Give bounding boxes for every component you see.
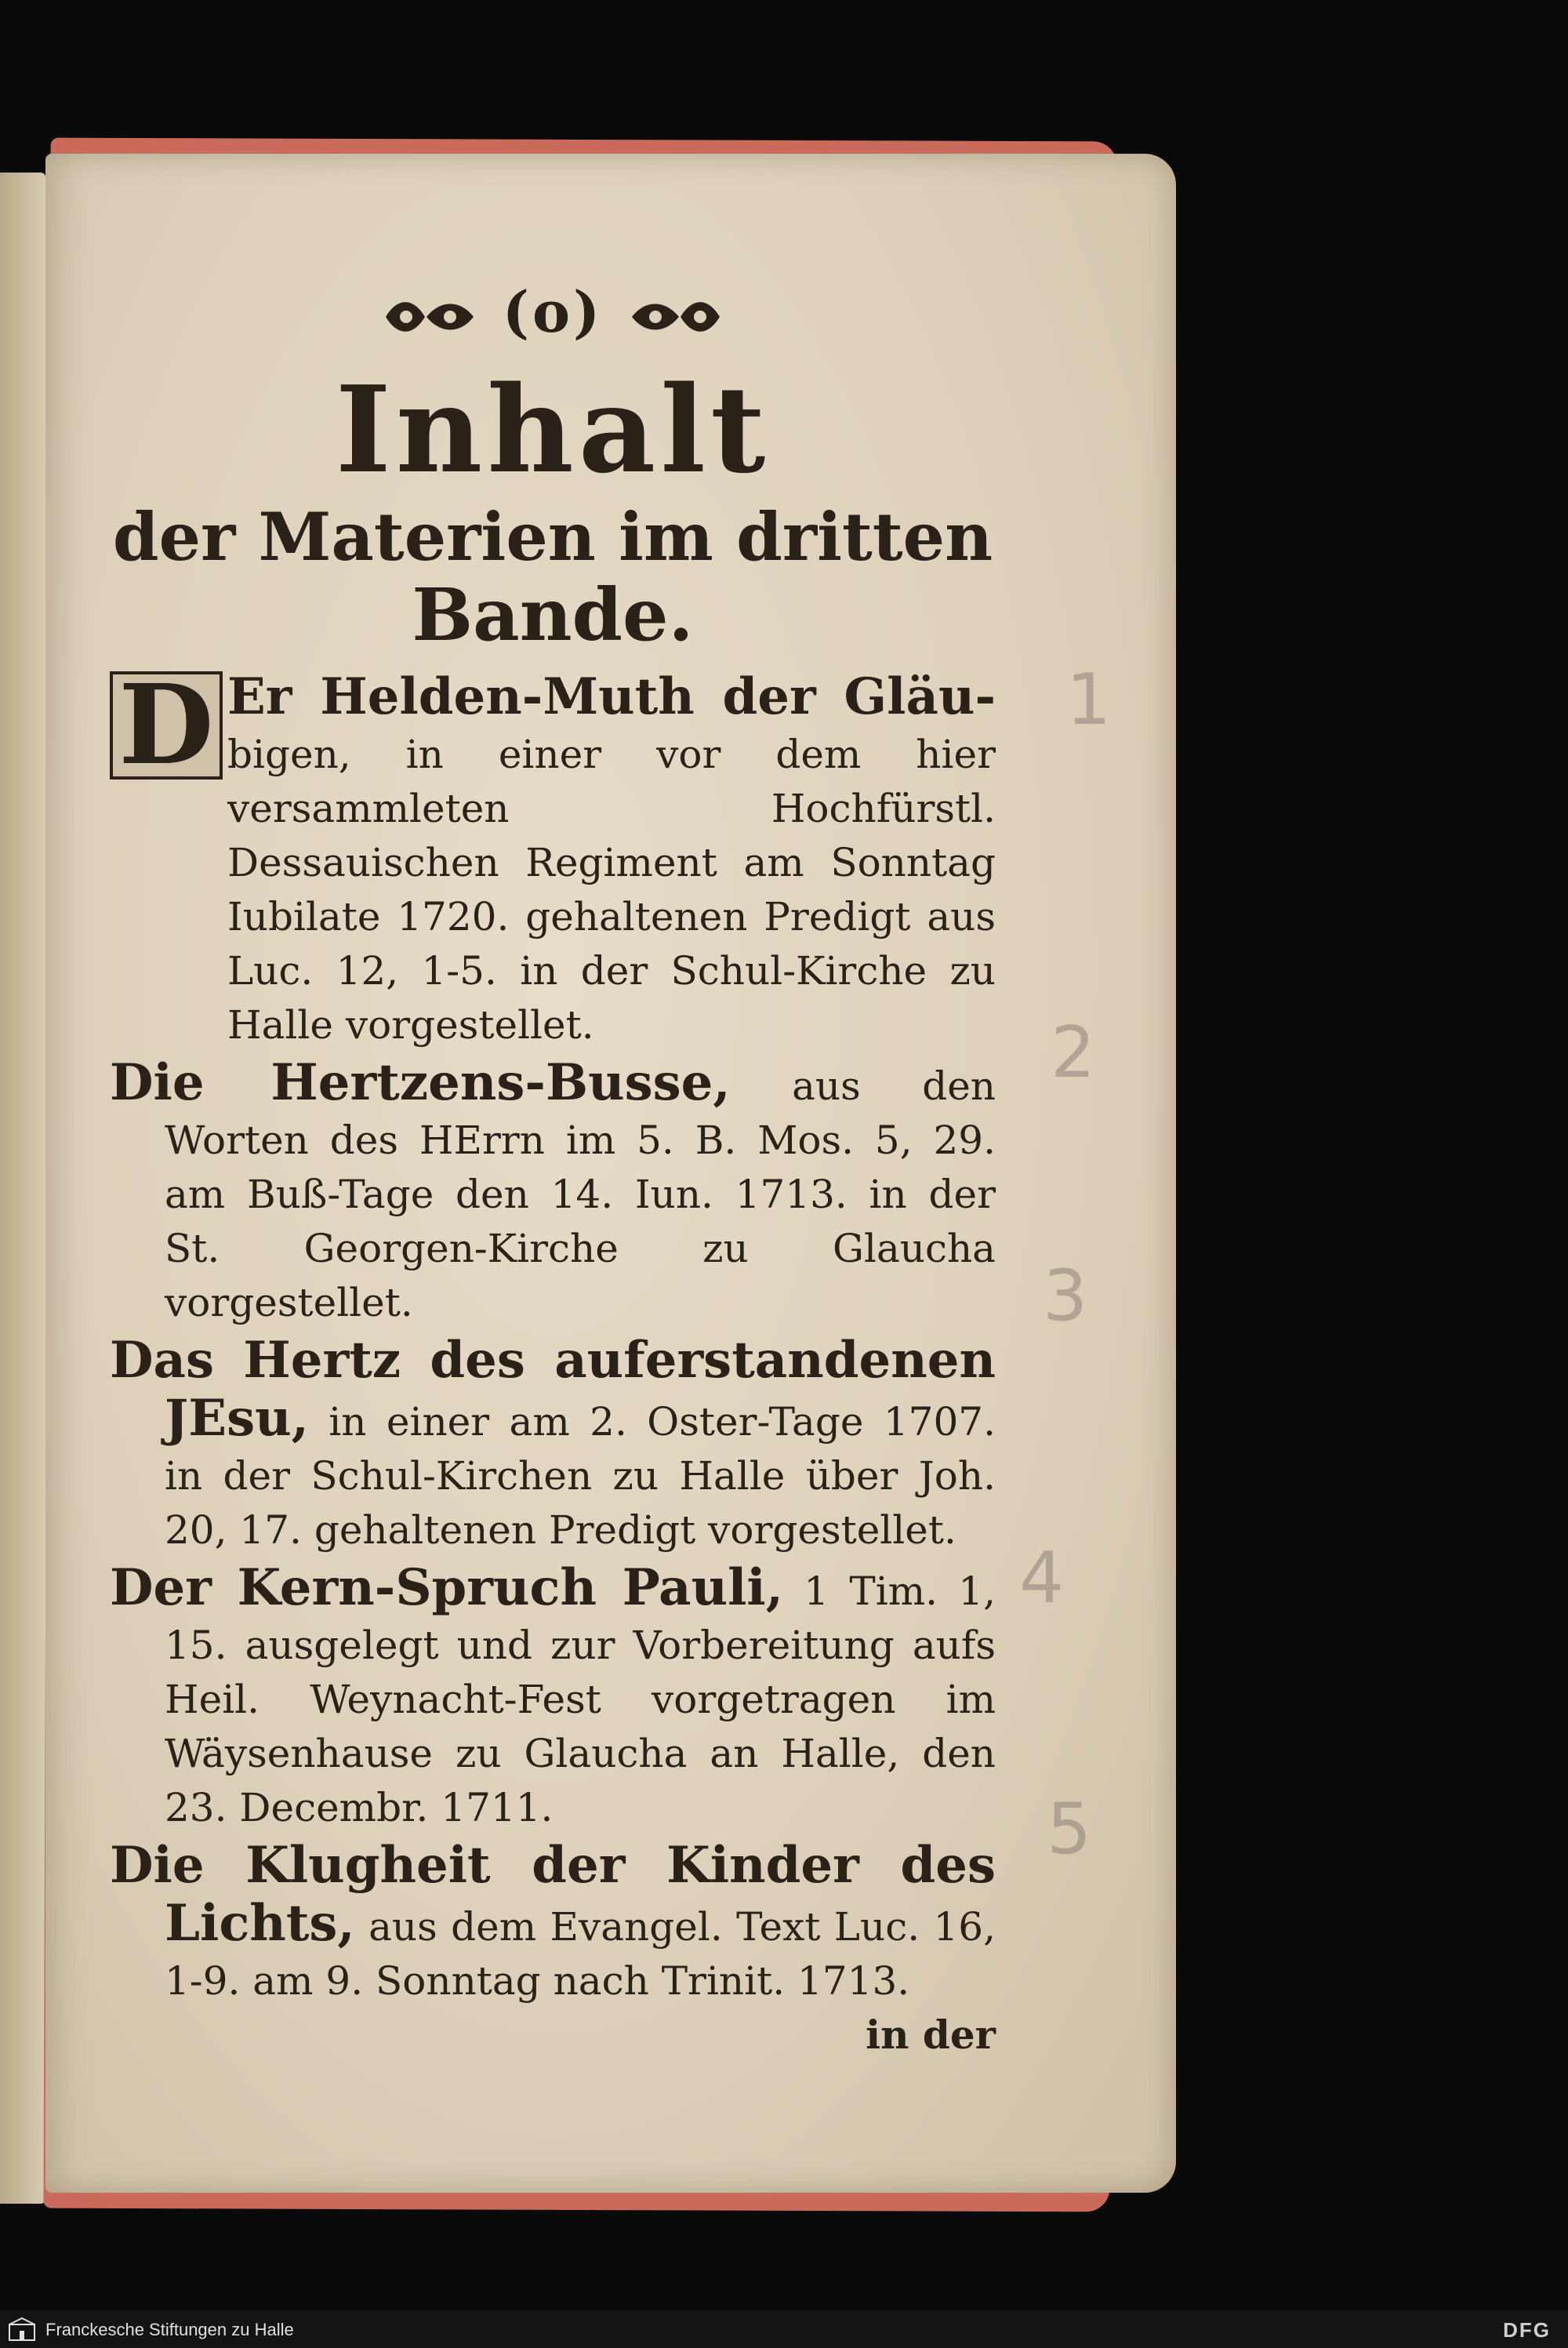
ornament-left-icon: [378, 293, 480, 340]
catchword: in der: [866, 2012, 996, 2058]
page-number: (o): [502, 278, 604, 345]
dfg-badge: DFG: [1503, 2318, 1551, 2342]
institution-name: Franckesche Stiftungen zu Halle: [45, 2320, 294, 2339]
toc-entry: [110, 1838, 996, 2008]
toc-entry: [110, 661, 996, 1052]
facing-page-edge: [0, 173, 45, 2204]
subtitle-line-1: der Materien im dritten: [112, 498, 993, 576]
institution-logo-icon: [8, 2317, 36, 2342]
page-header: [110, 278, 996, 345]
viewer-footer: [0, 2310, 1568, 2348]
toc-entry: [110, 1053, 996, 1330]
entry-description: in einer am 2. Oster-Tage 1707. in der Schul-Kirchen zu Halle über Joh. 20, 17. gehaltenen Predigt vorgestellet.: [165, 1399, 996, 1553]
drop-cap-initial: D: [110, 671, 223, 780]
subtitle-line-2: Bande.: [412, 572, 694, 657]
margin-number: 3: [1043, 1255, 1088, 1337]
entry-title: Der Kern-Spruch Pauli,: [110, 1558, 784, 1617]
margin-number: 5: [1047, 1788, 1092, 1870]
ornament-right-icon: [626, 293, 728, 340]
toc-entry: [110, 1333, 996, 1557]
margin-number: 1: [1066, 659, 1112, 741]
entry-title: Die Hertzens-Busse,: [110, 1053, 731, 1112]
page-title: Inhalt: [335, 359, 771, 500]
margin-number: 2: [1051, 1012, 1096, 1094]
page-content: [110, 278, 996, 2058]
entry-description: 1 Tim. 1, 15. ausgelegt und zur Vorbereitung aufs Heil. Weynacht-Fest vorgetragen im Wäysenhause zu Glaucha an Halle, den 23. Decembr. 1711.: [165, 1568, 996, 1830]
entry-description: bigen, in einer vor dem hier versammleten Hochfürstl. Dessauischen Regiment am Sonntag Iubilate 1720. gehaltenen Predigt aus Luc. 12, 1-5. in der Schul-Kirche zu Halle vorgestellet.: [227, 732, 996, 1048]
entry-description: aus dem Evangel. Text Luc. 16, 1-9. am 9. Sonntag nach Trinit. 1713.: [165, 1904, 996, 2004]
entry-title: Er Helden-Muth der Gläu-: [227, 667, 996, 726]
entry-title: Die Klugheit der Kinder des Lichts,: [110, 1836, 996, 1953]
entry-title: Das Hertz des auferstandenen JEsu,: [110, 1331, 996, 1448]
entry-description: aus den Worten des HErrn im 5. B. Mos. 5, 29. am Buß-Tage den 14. Iun. 1713. in der St. Georgen-Kirche zu Glaucha vorgestellet.: [165, 1063, 996, 1325]
toc-entry: [110, 1558, 996, 1835]
margin-number: 4: [1019, 1537, 1065, 1619]
